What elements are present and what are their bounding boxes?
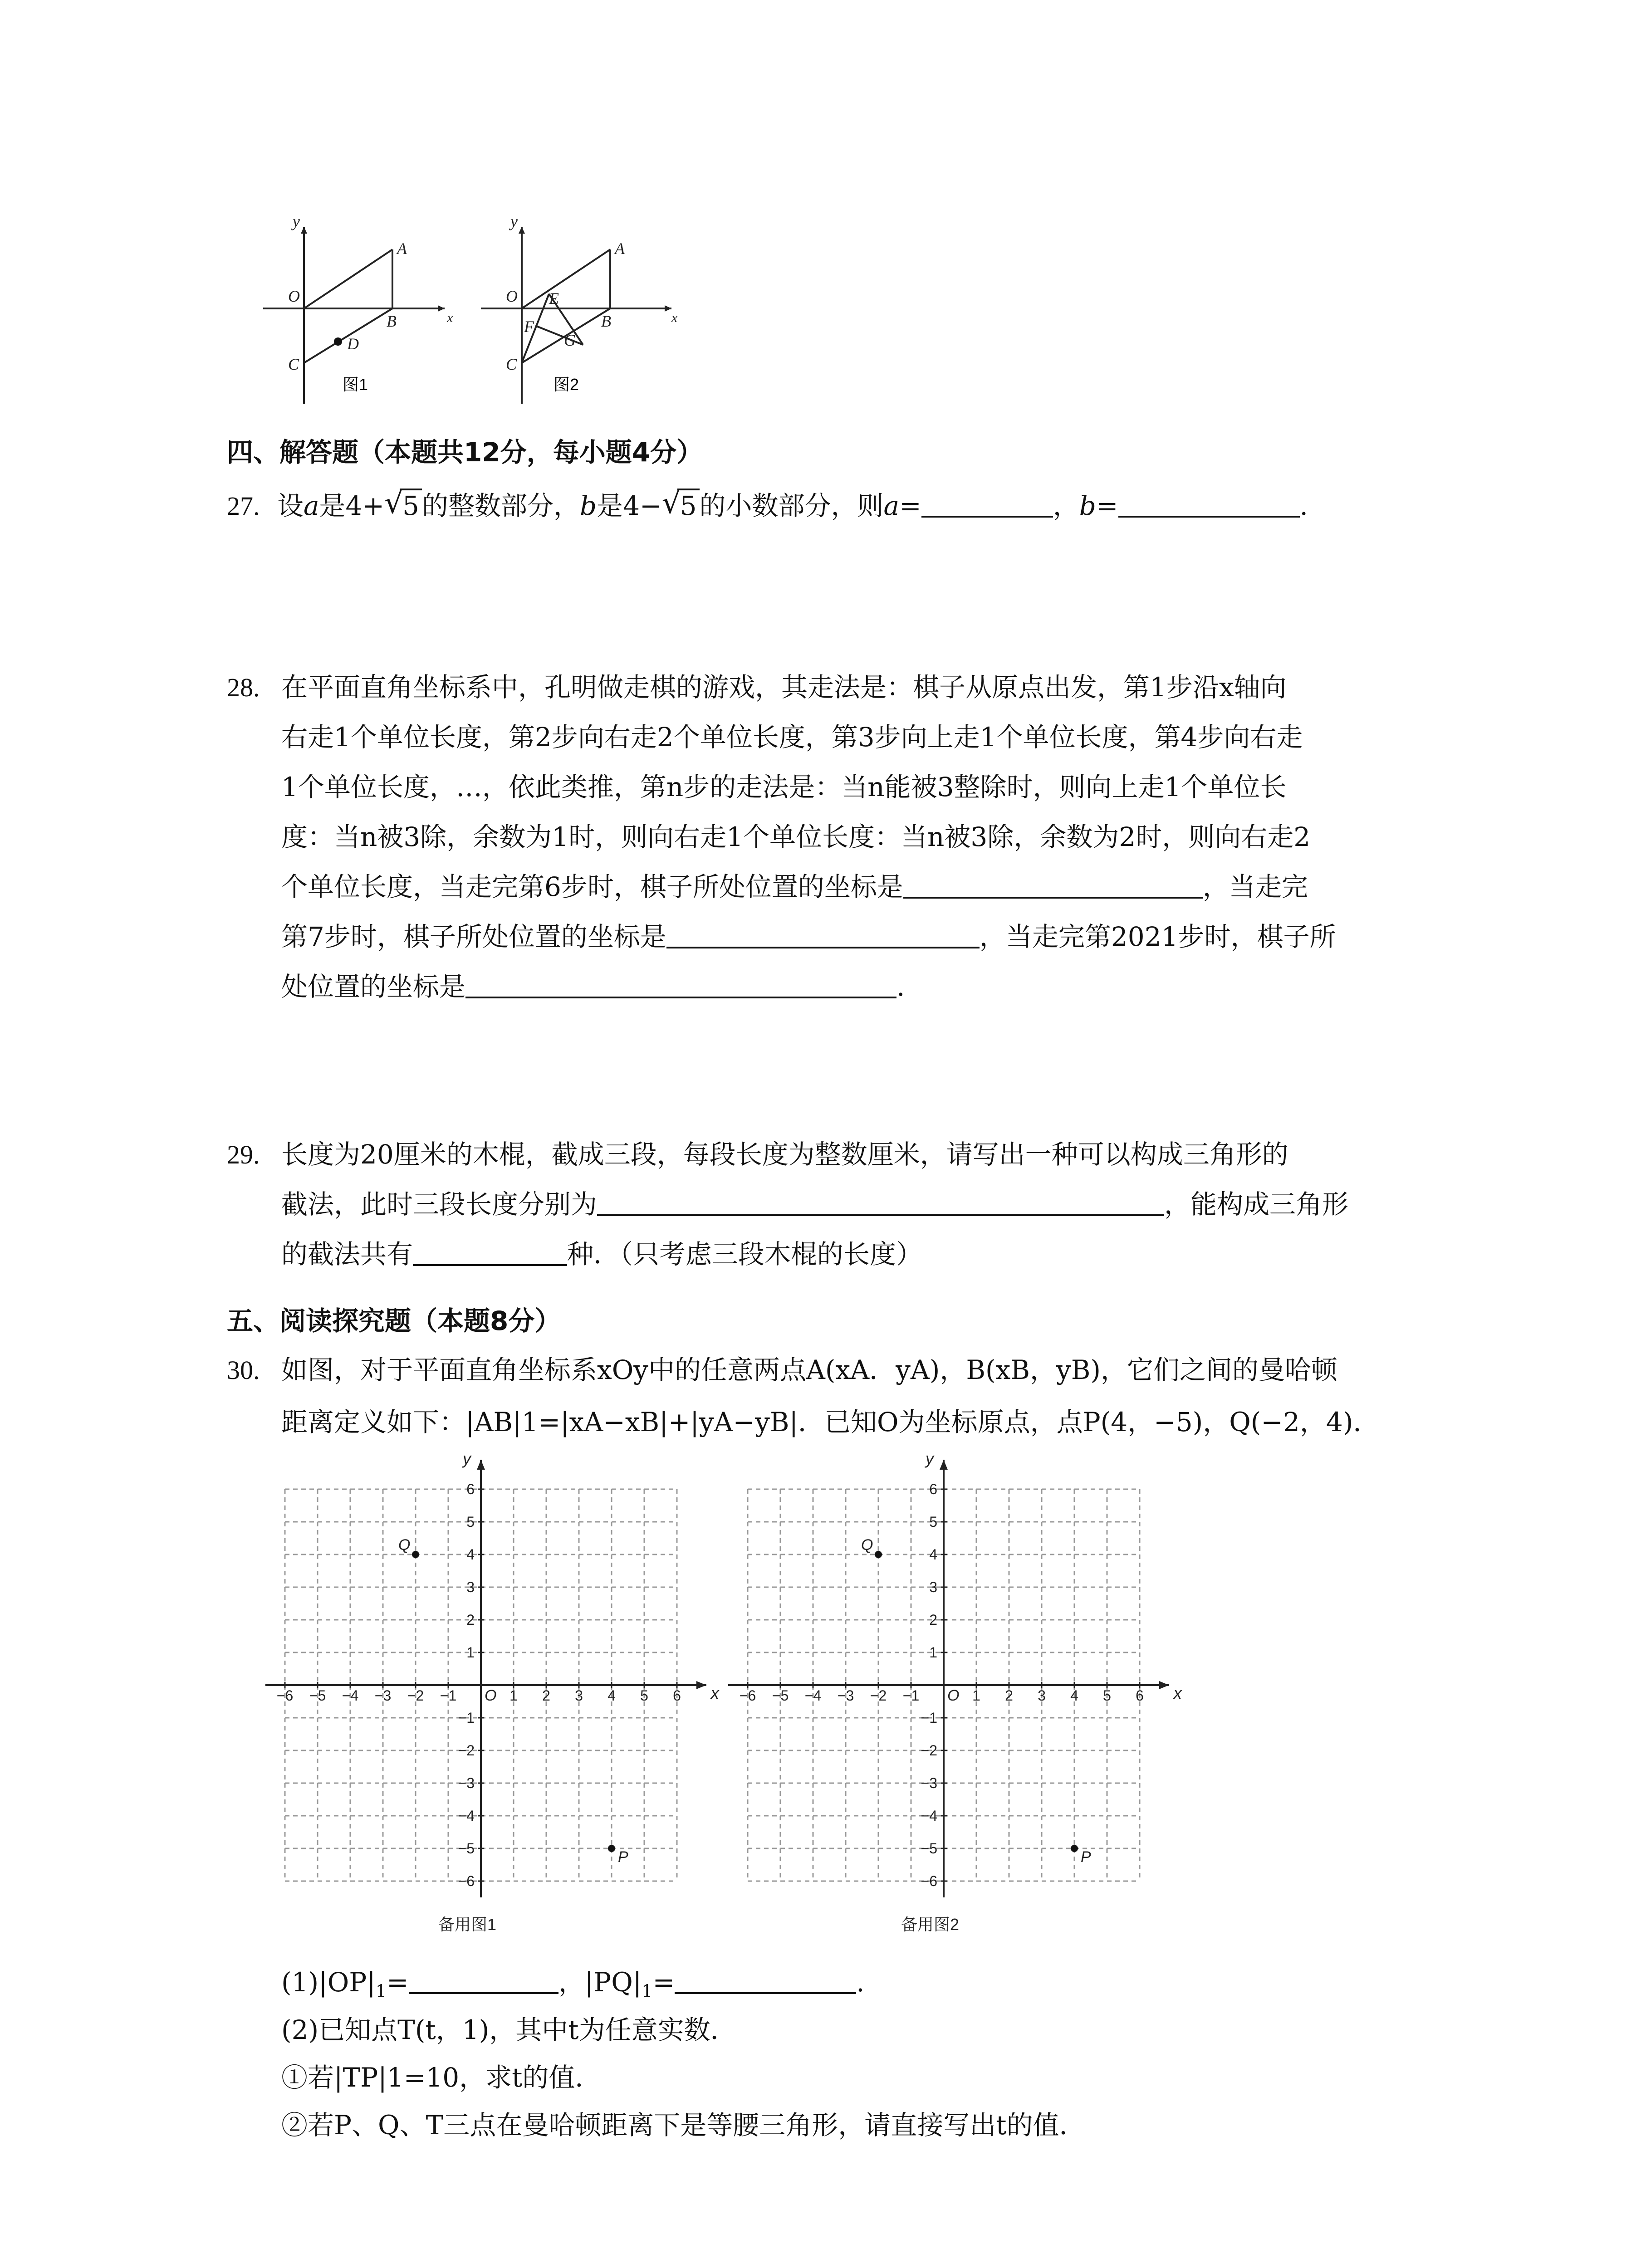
- q27-answer-b-blank[interactable]: [1118, 489, 1300, 518]
- x-tick-label: 6: [673, 1687, 681, 1704]
- q30-number: 30.: [227, 1355, 260, 1385]
- y-tick-label: −2: [458, 1742, 475, 1759]
- y-tick-label: 2: [466, 1612, 475, 1628]
- question-29: [227, 1136, 260, 1173]
- fig2-label-x: x: [671, 310, 678, 325]
- q28-answer-step7-blank[interactable]: [666, 920, 980, 948]
- q27-text: ，: [1053, 490, 1079, 521]
- fig1-label-c: C: [288, 355, 299, 373]
- q27-text: =: [1096, 490, 1118, 521]
- fig1-label-x: x: [447, 310, 453, 325]
- y-tick-label: −6: [921, 1873, 937, 1889]
- q30-part-2-2: ②若P、Q、T三点在曼哈顿距离下是等腰三角形，请直接写出t的值．: [281, 2110, 1086, 2141]
- y-tick-label: 2: [929, 1612, 937, 1628]
- point-q: [412, 1551, 419, 1558]
- q30-text: =: [387, 1967, 409, 1998]
- y-tick-label: 5: [466, 1514, 475, 1530]
- y-axis-arrow: [940, 1460, 948, 1470]
- q30-text: (1)|OP|: [281, 1967, 376, 1998]
- q30-line-1: 如图，对于平面直角坐标系xOy中的任意两点A(xA．yA)，B(xB，yB)，它们之间的曼哈顿: [281, 1354, 1338, 1385]
- q28-line-1: 在平面直角坐标系中，孔明做走棋的游戏，其走法是：棋子从原点出发，第1步沿x轴向: [281, 672, 1287, 703]
- fig1-label-b: B: [387, 312, 397, 330]
- x-tick-label: 1: [972, 1687, 980, 1704]
- fig2-caption: 图2: [554, 375, 579, 394]
- x-tick-label: −1: [440, 1687, 457, 1704]
- radicand: 5: [677, 489, 700, 521]
- q28-text: .: [896, 971, 905, 1002]
- radicand: 5: [400, 489, 422, 521]
- point-q-label: Q: [861, 1536, 873, 1554]
- y-tick-label: −6: [458, 1873, 475, 1889]
- x-tick-label: −2: [870, 1687, 887, 1704]
- y-tick-label: −5: [458, 1840, 475, 1857]
- point-p-label: P: [618, 1848, 628, 1866]
- fig1-label-d: D: [347, 335, 359, 353]
- x-tick-label: 3: [1038, 1687, 1046, 1704]
- y-tick-label: 4: [929, 1546, 937, 1563]
- x-tick-label: −6: [739, 1687, 756, 1704]
- grid1-caption: 备用图1: [438, 1915, 497, 1934]
- q29-number: 29.: [227, 1140, 260, 1169]
- q28-line-7: [281, 968, 905, 1005]
- x-tick-label: −1: [902, 1687, 920, 1704]
- q29-text: ，能构成三角形: [1164, 1189, 1349, 1220]
- q30-line-2: 距离定义如下：|AB|1=|xA−xB|+|yA−yB|．已知O为坐标原点，点P(4，−5)，Q(−2，4)．: [281, 1407, 1380, 1437]
- q28-number: 28.: [227, 673, 260, 702]
- x-tick-label: 6: [1136, 1687, 1144, 1704]
- x-tick-label: −5: [772, 1687, 789, 1704]
- x-tick-label: −6: [276, 1687, 294, 1704]
- x-tick-label: 4: [1070, 1687, 1078, 1704]
- q27-text: =: [899, 490, 921, 521]
- q28-line-2: 右走1个单位长度，第2步向右走2个单位长度，第3步向上走1个单位长度，第4步向右走: [281, 722, 1303, 753]
- q30-text: =: [652, 1967, 675, 1998]
- y-axis-arrow: [477, 1460, 485, 1470]
- x-tick-label: 3: [575, 1687, 583, 1704]
- q27-text: 是4−: [597, 490, 662, 521]
- x-tick-label: 2: [542, 1687, 550, 1704]
- y-tick-label: 6: [929, 1481, 937, 1497]
- fig2-label-a: A: [615, 240, 625, 258]
- fig1-label-a: A: [397, 240, 407, 258]
- q29-answer-lengths-blank[interactable]: [597, 1188, 1164, 1216]
- q29-line-1: 长度为20厘米的木棍，截成三段，每段长度为整数厘米，请写出一种可以构成三角形的: [281, 1139, 1288, 1170]
- q30-part-2: (2)已知点T(t，1)，其中t为任意实数．: [281, 2014, 737, 2045]
- point-p: [1071, 1845, 1078, 1852]
- point-q: [875, 1551, 882, 1558]
- q28-answer-step6-blank[interactable]: [903, 870, 1203, 899]
- fig2-label-c: C: [506, 355, 517, 373]
- x-tick-label: 4: [607, 1687, 616, 1704]
- var-a: a: [303, 490, 319, 521]
- sqrt-5: √ 5: [662, 488, 700, 524]
- figure-2: [481, 213, 690, 404]
- y-tick-label: −1: [921, 1710, 937, 1726]
- point-p: [608, 1845, 615, 1852]
- y-axis-label: y: [463, 1449, 471, 1468]
- y-tick-label: 1: [466, 1644, 475, 1661]
- x-axis-label: x: [710, 1684, 719, 1702]
- q27-text: 是4+: [319, 490, 385, 521]
- x-tick-label: 5: [640, 1687, 648, 1704]
- q30-text: .: [856, 1967, 865, 1998]
- q30-pq-blank[interactable]: [675, 1966, 856, 1994]
- fig2-label-g: G: [564, 331, 576, 349]
- point-p-label: P: [1081, 1848, 1091, 1866]
- q27-text: 的小数部分，则: [699, 490, 884, 521]
- y-tick-label: 1: [929, 1644, 937, 1661]
- x-tick-label: −3: [374, 1687, 392, 1704]
- x-tick-label: −4: [342, 1687, 359, 1704]
- origin-label: O: [947, 1687, 960, 1704]
- y-tick-label: −4: [458, 1808, 475, 1824]
- section-5-title: 五、阅读探究题（本题8分）: [227, 1305, 561, 1336]
- y-tick-label: 3: [929, 1579, 937, 1595]
- var-a: a: [883, 490, 900, 521]
- question-30: [227, 1352, 260, 1388]
- q30-part-2-1: ①若|TP|1=10，求t的值．: [281, 2062, 602, 2093]
- q29-line-3: [281, 1236, 922, 1272]
- fig1-caption: 图1: [343, 375, 368, 394]
- q30-text: ，|PQ|: [558, 1967, 642, 1998]
- q28-text: 处位置的坐标是: [281, 971, 466, 1002]
- q27-number: 27.: [227, 491, 260, 521]
- q28-text: 第7步时，棋子所处位置的坐标是: [281, 921, 666, 952]
- q30-op-blank[interactable]: [409, 1966, 558, 1994]
- sqrt-5: √ 5: [384, 488, 422, 524]
- x-axis-arrow: [696, 1681, 706, 1689]
- grid2-caption: 备用图2: [901, 1915, 960, 1934]
- y-tick-label: −4: [921, 1808, 937, 1824]
- y-tick-label: −2: [921, 1742, 937, 1759]
- q28-text: 个单位长度，当走完第6步时，棋子所处位置的坐标是: [281, 871, 903, 902]
- x-tick-label: −2: [407, 1687, 424, 1704]
- coordinate-grid-1: [276, 1449, 719, 1939]
- q29-answer-count-blank[interactable]: [413, 1238, 567, 1266]
- q27-text: 设: [277, 490, 304, 521]
- q28-line-3: 1个单位长度，…，依此类推，第n步的走法是：当n能被3整除时，则向上走1个单位长: [281, 772, 1287, 802]
- x-tick-label: −4: [804, 1687, 822, 1704]
- q30-part-1: [281, 1964, 865, 2009]
- x-tick-label: −5: [309, 1687, 326, 1704]
- x-axis-arrow: [1159, 1681, 1169, 1689]
- q30-subscript: 1: [642, 1981, 653, 2001]
- q29-text: 截法，此时三段长度分别为: [281, 1189, 598, 1220]
- var-b: b: [579, 490, 597, 521]
- q28-line-4: 度：当n被3除，余数为1时，则向右走1个单位长度：当n被3除，余数为2时，则向右走2: [281, 821, 1311, 852]
- section-4-title: 四、解答题（本题共12分，每小题4分）: [227, 437, 703, 468]
- x-tick-label: 5: [1103, 1687, 1111, 1704]
- question-27: [227, 485, 1308, 524]
- q29-line-2: [281, 1186, 1348, 1222]
- coordinate-grid-2: [739, 1449, 1182, 1939]
- fig2-label-e: E: [549, 289, 559, 308]
- q28-line-6: [281, 919, 1336, 955]
- q28-answer-step2021-blank[interactable]: [465, 970, 896, 998]
- figure-1: [263, 213, 472, 404]
- fig2-label-y: y: [510, 212, 518, 230]
- fig2-label-o: O: [506, 287, 518, 305]
- q27-answer-a-blank[interactable]: [921, 489, 1053, 518]
- q30-subscript: 1: [375, 1981, 387, 2001]
- y-tick-label: −3: [921, 1775, 937, 1791]
- q28-line-5: [281, 869, 1308, 905]
- x-tick-label: −3: [837, 1687, 854, 1704]
- x-tick-label: 1: [509, 1687, 518, 1704]
- y-tick-label: 4: [466, 1546, 475, 1563]
- fig2-label-f: F: [524, 318, 534, 336]
- q28-text: ，当走完: [1202, 871, 1308, 902]
- y-tick-label: 3: [466, 1579, 475, 1595]
- q27-text: .: [1299, 490, 1308, 521]
- y-tick-label: −5: [921, 1840, 937, 1857]
- x-axis-label: x: [1173, 1684, 1182, 1702]
- q29-text: 种．（只考虑三段木棍的长度）: [567, 1239, 923, 1270]
- q27-text: 的整数部分，: [421, 490, 580, 521]
- origin-label: O: [485, 1687, 497, 1704]
- y-tick-label: 6: [466, 1481, 475, 1497]
- question-28: [227, 669, 260, 706]
- q28-text: ，当走完第2021步时，棋子所: [979, 921, 1336, 952]
- y-axis-label: y: [926, 1449, 934, 1468]
- var-b: b: [1079, 490, 1096, 521]
- q29-text: 的截法共有: [281, 1239, 413, 1270]
- point-q-label: Q: [398, 1536, 411, 1554]
- y-tick-label: −1: [458, 1710, 475, 1726]
- fig1-label-o: O: [288, 287, 300, 305]
- fig2-label-b: B: [601, 312, 611, 330]
- y-tick-label: −3: [458, 1775, 475, 1791]
- x-tick-label: 2: [1005, 1687, 1013, 1704]
- y-tick-label: 5: [929, 1514, 937, 1530]
- fig1-label-y: y: [293, 212, 300, 230]
